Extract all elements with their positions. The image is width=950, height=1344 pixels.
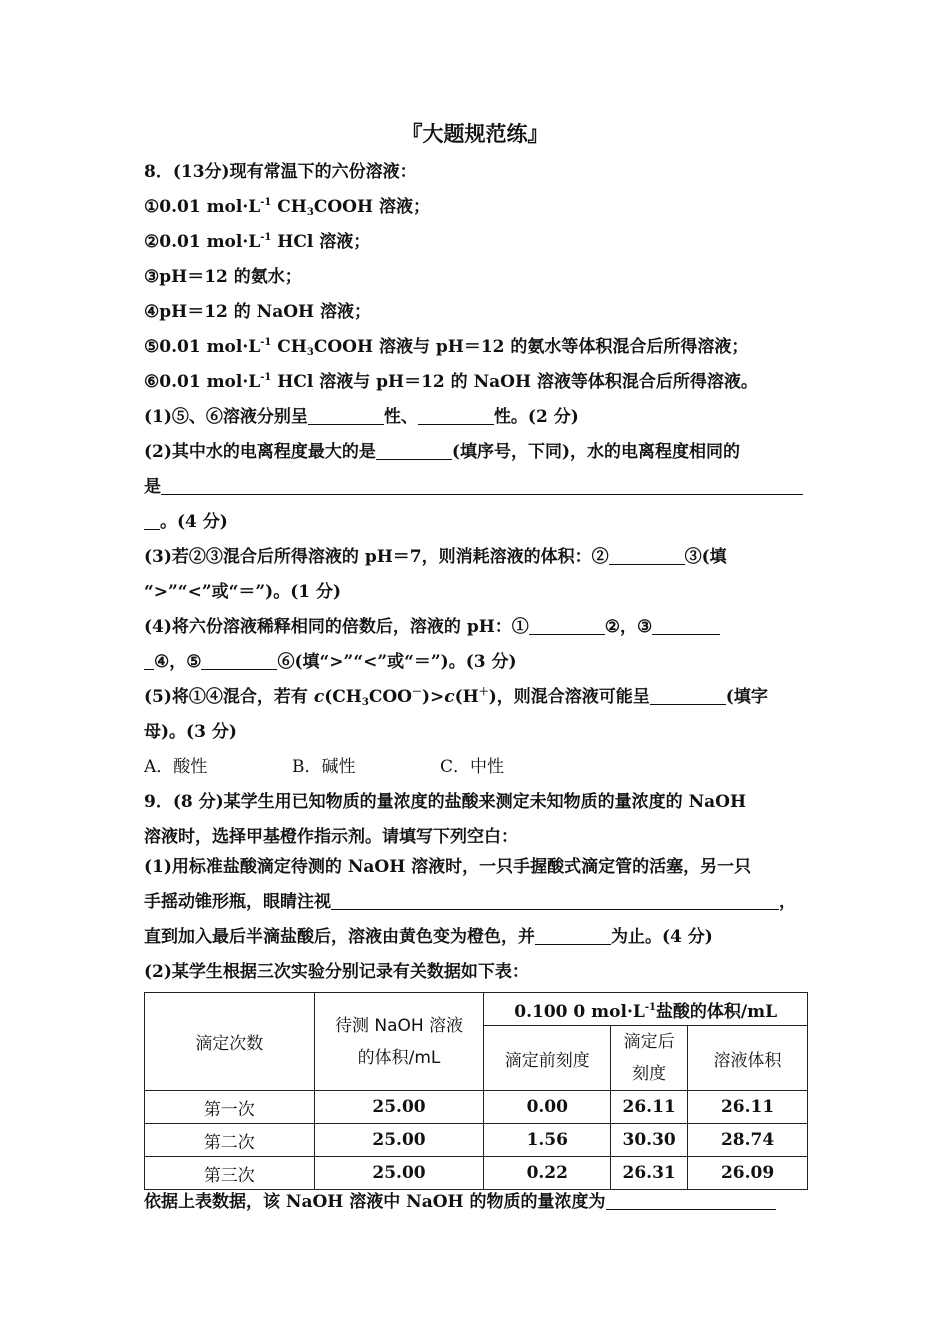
answer-blank[interactable] <box>144 511 160 530</box>
option-b: B．碱性 <box>292 757 356 777</box>
answer-blank[interactable] <box>144 651 154 670</box>
header-before: 滴定前刻度 <box>484 1026 611 1091</box>
answer-blank[interactable] <box>606 1191 776 1210</box>
q8-part-5: (5)将①④混合，若有 $c(CH_3COO^-)>c(H^+)$，则混合溶液可能呈 (填字 <box>144 687 768 708</box>
cell: 26.11 <box>688 1091 808 1124</box>
q8-solution-2: ②0.01 $mol\cdot L^{-1}$ HCl 溶液； <box>144 232 371 252</box>
answer-blank[interactable] <box>331 891 779 910</box>
cell: 第二次 <box>145 1124 315 1157</box>
q9-part-1-line-3: 直到加入最后半滴盐酸后，溶液由黄色变为橙色，并 为止。(4 分) <box>144 927 713 947</box>
table-row <box>145 1157 808 1190</box>
cell: 26.11 <box>611 1091 688 1124</box>
q9-part-1-line-1: (1)用标准盐酸滴定待测的 NaOH 溶液时，一只手握酸式滴定管的活塞，另一只 <box>144 857 752 877</box>
q9-part-2: (2)某学生根据三次实验分别记录有关数据如下表： <box>144 962 529 982</box>
q8-part-2-cont: 是 <box>144 475 808 499</box>
q8-solution-1: ①0.01 $mol\cdot L^{-1}$ $CH_3COOH$ 溶液； <box>144 197 430 218</box>
header-naoh-volume: 待测 NaOH 溶液 的体积/mL <box>314 993 484 1091</box>
answer-blank[interactable] <box>161 476 803 495</box>
header-hcl-volume: 0.100 0 $mol\cdot L^{-1}$盐酸的体积/mL <box>484 993 808 1026</box>
answer-blank[interactable] <box>529 616 605 635</box>
answer-blank[interactable] <box>609 546 685 565</box>
q8-solution-6: ⑥0.01 $mol\cdot L^{-1}$ HCl 溶液与 pH＝12 的 NaOH 溶液等体积混合后所得溶液。 <box>144 372 758 392</box>
cell: 0.22 <box>484 1157 611 1190</box>
titration-data-table <box>144 992 808 1190</box>
q9-intro-2: 溶液时，选择甲基橙作指示剂。请填写下列空白： <box>144 827 518 847</box>
q8-part-2-end: 。(4 分) <box>144 510 808 534</box>
q8-part-4: (4)将六份溶液稀释相同的倍数后，溶液的 pH：① ②，③ <box>144 615 808 639</box>
table-row <box>145 1091 808 1124</box>
cell: 26.31 <box>611 1157 688 1190</box>
cell: 25.00 <box>314 1124 484 1157</box>
cell: 25.00 <box>314 1157 484 1190</box>
table-row <box>145 1124 808 1157</box>
q8-solution-3: ③pH＝12 的氨水； <box>144 267 302 287</box>
answer-blank[interactable] <box>535 926 611 945</box>
cell: 28.74 <box>688 1124 808 1157</box>
option-a: A．酸性 <box>144 757 208 777</box>
answer-blank[interactable] <box>418 406 494 425</box>
answer-blank[interactable] <box>376 441 452 460</box>
cell: 26.09 <box>688 1157 808 1190</box>
cell: 第一次 <box>145 1091 315 1124</box>
cell: 25.00 <box>314 1091 484 1124</box>
q8-intro: 8．(13分)现有常温下的六份溶液： <box>144 162 417 182</box>
answer-blank[interactable] <box>650 686 726 705</box>
q9-intro-1: 9．(8 分)某学生用已知物质的量浓度的盐酸来测定未知物质的量浓度的 NaOH <box>144 792 747 812</box>
cell: 1.56 <box>484 1124 611 1157</box>
q9-part-1-line-2: 手摇动锥形瓶，眼睛注视 ， <box>144 892 796 912</box>
q8-options <box>144 755 808 779</box>
answer-blank[interactable] <box>652 616 720 635</box>
cell: 第三次 <box>145 1157 315 1190</box>
header-after: 滴定后 刻度 <box>611 1026 688 1091</box>
q8-part-2: (2)其中水的电离程度最大的是 (填序号，下同)，水的电离程度相同的 <box>144 442 741 462</box>
cell: 30.30 <box>611 1124 688 1157</box>
option-c: C．中性 <box>440 757 505 777</box>
q9-conclusion: 依据上表数据，该 NaOH 溶液中 NaOH 的物质的量浓度为 <box>144 1190 808 1214</box>
q8-part-3: (3)若②③混合后所得溶液的 pH＝7，则消耗溶液的体积：② ③(填 <box>144 547 727 567</box>
section-title: 『大题规范练』 <box>401 122 549 146</box>
table-header-row <box>145 993 808 1026</box>
header-trial: 滴定次数 <box>145 993 315 1091</box>
q8-solution-5: ⑤0.01 $mol\cdot L^{-1}$ $CH_3COOH$ 溶液与 pH＝12 的氨水等体积混合后所得溶液； <box>144 337 749 358</box>
q8-solution-4: ④pH＝12 的 NaOH 溶液； <box>144 302 372 322</box>
cell: 0.00 <box>484 1091 611 1124</box>
q8-part-5-cont: 母)。(3 分) <box>144 722 237 742</box>
answer-blank[interactable] <box>201 651 277 670</box>
answer-blank[interactable] <box>308 406 384 425</box>
q8-part-3-cont: “>”“<”或“＝”)。(1 分) <box>144 582 342 602</box>
header-volume: 溶液体积 <box>688 1026 808 1091</box>
q8-part-4-cont: ④，⑤ ⑥(填“>”“<”或“＝”)。(3 分) <box>144 650 808 674</box>
q8-part-1: (1)⑤、⑥溶液分别呈 性、 性。(2 分) <box>144 407 579 427</box>
